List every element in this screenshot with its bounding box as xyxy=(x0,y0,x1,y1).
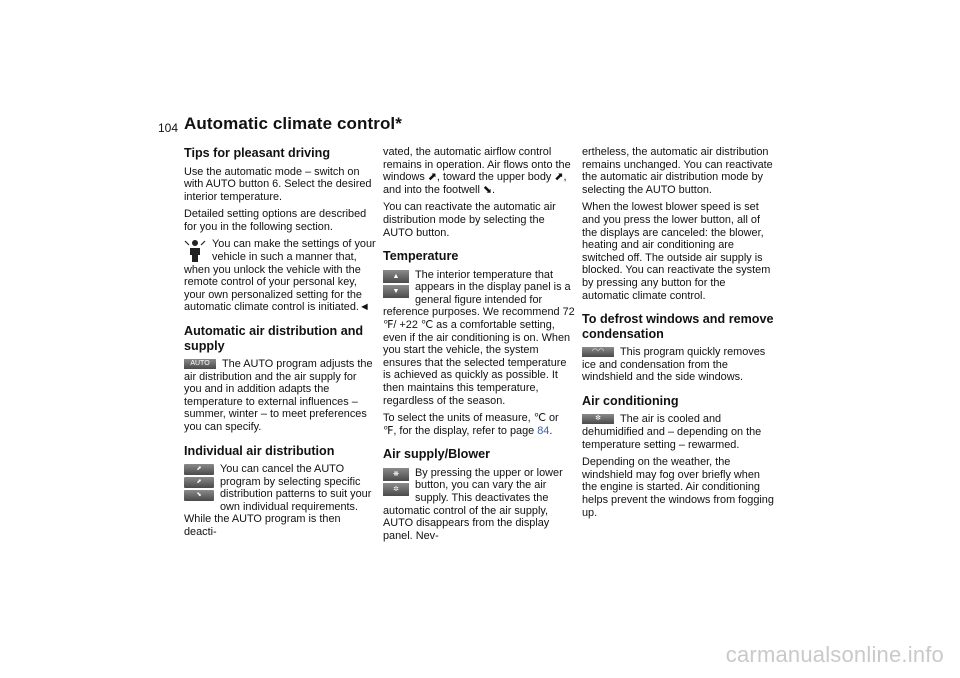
heading-ac: Air conditioning xyxy=(582,393,679,408)
heading-auto: Automatic air distribution and supply xyxy=(184,324,364,353)
note-paragraph xyxy=(184,238,376,314)
para-defrost xyxy=(582,346,774,384)
para-auto-text: The AUTO program adjusts the air distribution and the air supply for you and in addition adapts the temperature to external influences – summer, winter – to meet preferences you can specify. xyxy=(184,358,373,433)
page-title: Automatic climate control* xyxy=(184,114,402,133)
watermark: carmanualsonline.info xyxy=(725,642,944,667)
defrost-button-icon: ◠◠ xyxy=(582,347,614,357)
para-ac-2: Depending on the weather, the windshield may fog over briefly when the engine is started. Air conditioning helps prevent the windows from fogging up. xyxy=(582,456,774,519)
para-defrost-text: This program quickly removes ice and condensation from the windshield and the side windows. xyxy=(582,346,766,384)
blower-buttons-icon xyxy=(383,468,409,498)
temperature-buttons-icon xyxy=(383,270,409,300)
heading-tips: Tips for pleasant driving xyxy=(184,146,331,160)
para-ac-1-text: The air is cooled and dehumidified and – depending on the temperature setting – rewarmed. xyxy=(582,413,762,451)
air-distribution-buttons-icon xyxy=(184,464,214,503)
para-tips-1: Use the automatic mode – switch on with AUTO button 6. Select the desired interior temperature. xyxy=(184,165,372,203)
heading-blower: Air supply/Blower xyxy=(383,447,491,462)
footwell-distribution-icon: ⬊ xyxy=(184,490,214,501)
blower-down-icon: ✲ xyxy=(383,483,409,496)
para-tips-2: Detailed setting options are described for you in the following section. xyxy=(184,208,367,233)
page-link[interactable]: 84 xyxy=(537,424,550,437)
para-ac-1 xyxy=(582,413,774,451)
temp-up-icon: ▲ xyxy=(383,270,409,283)
para-temperature xyxy=(383,269,575,408)
para-reactivate: You can reactivate the automatic air distribution mode by selecting the AUTO button. xyxy=(383,201,556,239)
note-text: You can make the settings of your vehicle in such a manner that, when you unlock the vehicle with the remote control of your personal key, your own personalized setting for the automatic climate control is initiated. xyxy=(184,238,376,314)
para-individual-text: You can cancel the AUTO program by selecting specific distribution patterns to suit your own individual requirements. While the AUTO program is then deacti- xyxy=(184,463,372,539)
para-units: To select the units of measure, ℃ or ℉, for the display, refer to page 84. xyxy=(383,412,559,437)
windows-distribution-icon: ⬈ xyxy=(184,464,214,475)
heading-individual: Individual air distribution xyxy=(184,443,335,458)
para-temperature-text: The interior temperature that appears in the display panel is a general figure intended for reference purposes. We recommend 72 ℉/ +22 ℃ as a comfortable setting, even if the air conditioning is on. When you start the vehicle, the system ensures that the selected temperature is achieved as quickly as possible. It then maintains this temperature, regardless of the season. xyxy=(383,268,575,407)
heading-defrost: To defrost windows and remove condensation xyxy=(582,312,774,341)
personal-profile-icon xyxy=(184,239,206,263)
para-continued-3: ertheless, the automatic air distribution remains unchanged. You can reactivate the automatic air distribution mode by selecting the AUTO button. xyxy=(582,146,773,196)
para-continued: vated, the automatic airflow control remains in operation. Air flows onto the windows ⬈, toward the upper body ⬈, and into the footwell ⬊. xyxy=(383,146,571,196)
column-3 xyxy=(582,146,774,524)
para-individual xyxy=(184,463,376,539)
auto-button-icon: AUTO xyxy=(184,359,216,369)
blower-up-icon: ❋ xyxy=(383,468,409,481)
ac-button-icon: ✼ xyxy=(582,414,614,424)
upper-body-distribution-icon: ⬈ xyxy=(184,477,214,488)
page-number: 104 xyxy=(158,121,179,135)
heading-temperature: Temperature xyxy=(383,249,459,264)
para-auto xyxy=(184,358,376,434)
column-1 xyxy=(184,146,376,544)
temp-down-icon: ▼ xyxy=(383,285,409,298)
para-blower-text: By pressing the upper or lower button, you can vary the air supply. This deactivates the automatic control of the air supply, AUTO disappears from the display panel. Nev- xyxy=(383,466,563,542)
end-mark: ◄ xyxy=(358,301,370,314)
para-blower xyxy=(383,467,575,543)
column-2 xyxy=(383,146,575,547)
para-lowest-speed: When the lowest blower speed is set and you press the lower button, all of the displays are canceled: the blower, heating and air conditioning are switched off. The outside air supply is blocked. You can reactivate the system by pressing any button for the automatic climate control. xyxy=(582,201,771,302)
